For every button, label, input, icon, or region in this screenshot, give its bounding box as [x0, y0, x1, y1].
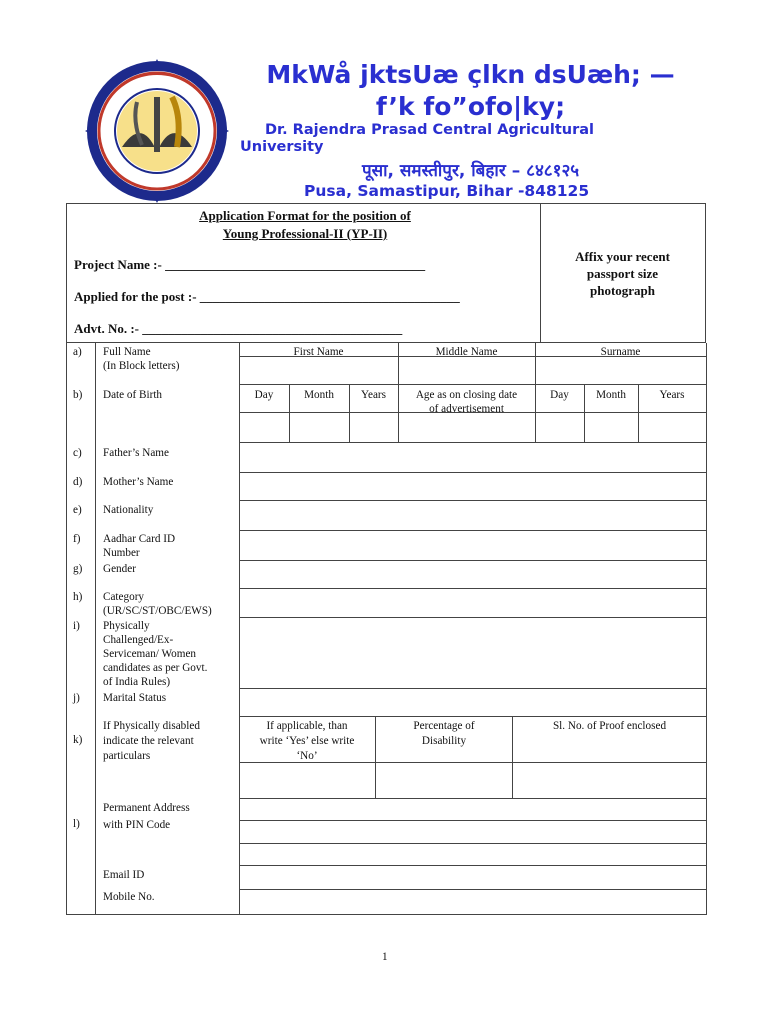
form-title-line1: Application Format for the position of: [199, 208, 411, 223]
mobile-input[interactable]: [240, 890, 706, 914]
disability-label-3: particulars: [103, 750, 151, 762]
applied-post-field[interactable]: Applied for the post :- ________________________________________: [74, 289, 460, 304]
age-header-2: of advertisement: [429, 403, 504, 415]
category-input[interactable]: [240, 589, 706, 617]
gender-input[interactable]: [240, 561, 706, 588]
dob-month-header: Month: [304, 389, 334, 401]
proof-input[interactable]: [513, 763, 706, 798]
age-years-header: Years: [659, 389, 685, 401]
photo-text-1: Affix your recent: [575, 249, 670, 264]
middle-name-header: Middle Name: [435, 346, 498, 358]
full-name-sublabel: (In Block letters): [103, 360, 180, 372]
email-label: Email ID: [103, 869, 145, 881]
father-name-label: Father’s Name: [103, 447, 169, 459]
age-header-1: Age as on closing date: [415, 389, 518, 401]
pwd-label-2: Challenged/Ex-: [103, 634, 174, 646]
page-number: 1: [382, 951, 388, 963]
english-address: Pusa, Samastipur, Bihar -848125: [304, 182, 590, 200]
dob-years-input[interactable]: [350, 413, 398, 442]
row-e-label: e): [73, 504, 82, 516]
english-name-2: University: [240, 139, 324, 155]
dob-years-header: Years: [361, 389, 386, 401]
dob-day-header: Day: [254, 389, 274, 401]
header-title-line2: f’k fo”ofo|ky;: [375, 92, 566, 121]
dob-day-input[interactable]: [240, 413, 289, 442]
row-b-label: b): [73, 389, 83, 401]
pwd-input[interactable]: [240, 618, 706, 688]
aadhar-label-2: Number: [103, 547, 140, 559]
percentage-header-1: Percentage of: [413, 720, 475, 732]
age-month-header: Month: [596, 389, 626, 401]
pwd-label-4: candidates as per Govt.: [103, 662, 208, 674]
row-a-label: a): [73, 346, 82, 358]
category-label-1: Category: [103, 591, 145, 603]
full-name-label: Full Name: [103, 346, 151, 358]
middle-name-input[interactable]: [399, 357, 535, 384]
form-title-line2: Young Professional-II (YP-II): [222, 226, 388, 241]
row-d-label: d): [73, 476, 83, 488]
university-seal-icon: [82, 57, 232, 205]
father-name-input[interactable]: [240, 443, 706, 472]
photo-placeholder[interactable]: [545, 248, 700, 299]
first-name-input[interactable]: [240, 357, 398, 384]
header-title-line1: MkWå jktsUæ çlkn dsUæh; —: [266, 60, 675, 89]
email-input[interactable]: [240, 866, 706, 889]
hindi-address: पूसा, समस्तीपुर, बिहार – ८४८१२५: [362, 161, 580, 181]
percentage-header-2: Disability: [421, 735, 467, 747]
mother-name-input[interactable]: [240, 473, 706, 500]
address-label-2: with PIN Code: [103, 819, 171, 831]
surname-input[interactable]: [536, 357, 706, 384]
applicable-header-1: If applicable, than: [266, 720, 348, 732]
dob-month-input[interactable]: [290, 413, 349, 442]
proof-header: Sl. No. of Proof enclosed: [552, 720, 667, 732]
nationality-label: Nationality: [103, 504, 154, 516]
marital-status-label: Marital Status: [103, 692, 167, 704]
age-years-input[interactable]: [639, 413, 706, 442]
surname-header: Surname: [600, 346, 641, 358]
row-h-label: h): [73, 591, 83, 603]
age-day-header: Day: [550, 389, 569, 401]
project-name-field[interactable]: Project Name :- ________________________________________: [74, 257, 426, 272]
photo-text-3: photograph: [589, 283, 656, 298]
age-month-input[interactable]: [585, 413, 638, 442]
pwd-label-5: of India Rules): [103, 676, 171, 688]
applicable-header-2: write ‘Yes’ else write: [259, 735, 355, 747]
marital-status-input[interactable]: [240, 689, 706, 716]
disability-label-1: If Physically disabled: [103, 720, 200, 732]
aadhar-label-1: Aadhar Card ID: [103, 533, 176, 545]
mother-name-label: Mother’s Name: [103, 476, 174, 488]
row-c-label: c): [73, 447, 82, 459]
row-i-label: i): [73, 620, 80, 632]
row-l-label: l): [73, 818, 80, 830]
applicable-input[interactable]: [240, 763, 375, 798]
advt-no-field[interactable]: Advt. No. :- ________________________________________: [74, 321, 403, 336]
category-label-2: (UR/SC/ST/OBC/EWS): [103, 605, 212, 617]
applicable-header-3: ‘No’: [296, 750, 318, 762]
row-k-label: k): [73, 734, 83, 746]
aadhar-input[interactable]: [240, 531, 706, 560]
address-input[interactable]: [240, 799, 706, 865]
photo-text-2: passport size: [586, 266, 659, 281]
pwd-label-1: Physically: [103, 620, 150, 632]
nationality-input[interactable]: [240, 501, 706, 530]
row-j-label: j): [73, 692, 80, 704]
row-g-label: g): [73, 563, 83, 575]
gender-label: Gender: [103, 563, 136, 575]
age-day-input[interactable]: [536, 413, 584, 442]
pwd-label-3: Serviceman/ Women: [103, 648, 197, 660]
percentage-input[interactable]: [376, 763, 512, 798]
english-name: Dr. Rajendra Prasad Central Agricultural: [265, 122, 594, 138]
row-f-label: f): [73, 533, 81, 545]
mobile-label: Mobile No.: [103, 891, 155, 903]
disability-label-2: indicate the relevant: [103, 735, 194, 747]
dob-label: Date of Birth: [103, 389, 163, 401]
address-label-1: Permanent Address: [103, 802, 190, 814]
first-name-header: First Name: [293, 346, 344, 358]
